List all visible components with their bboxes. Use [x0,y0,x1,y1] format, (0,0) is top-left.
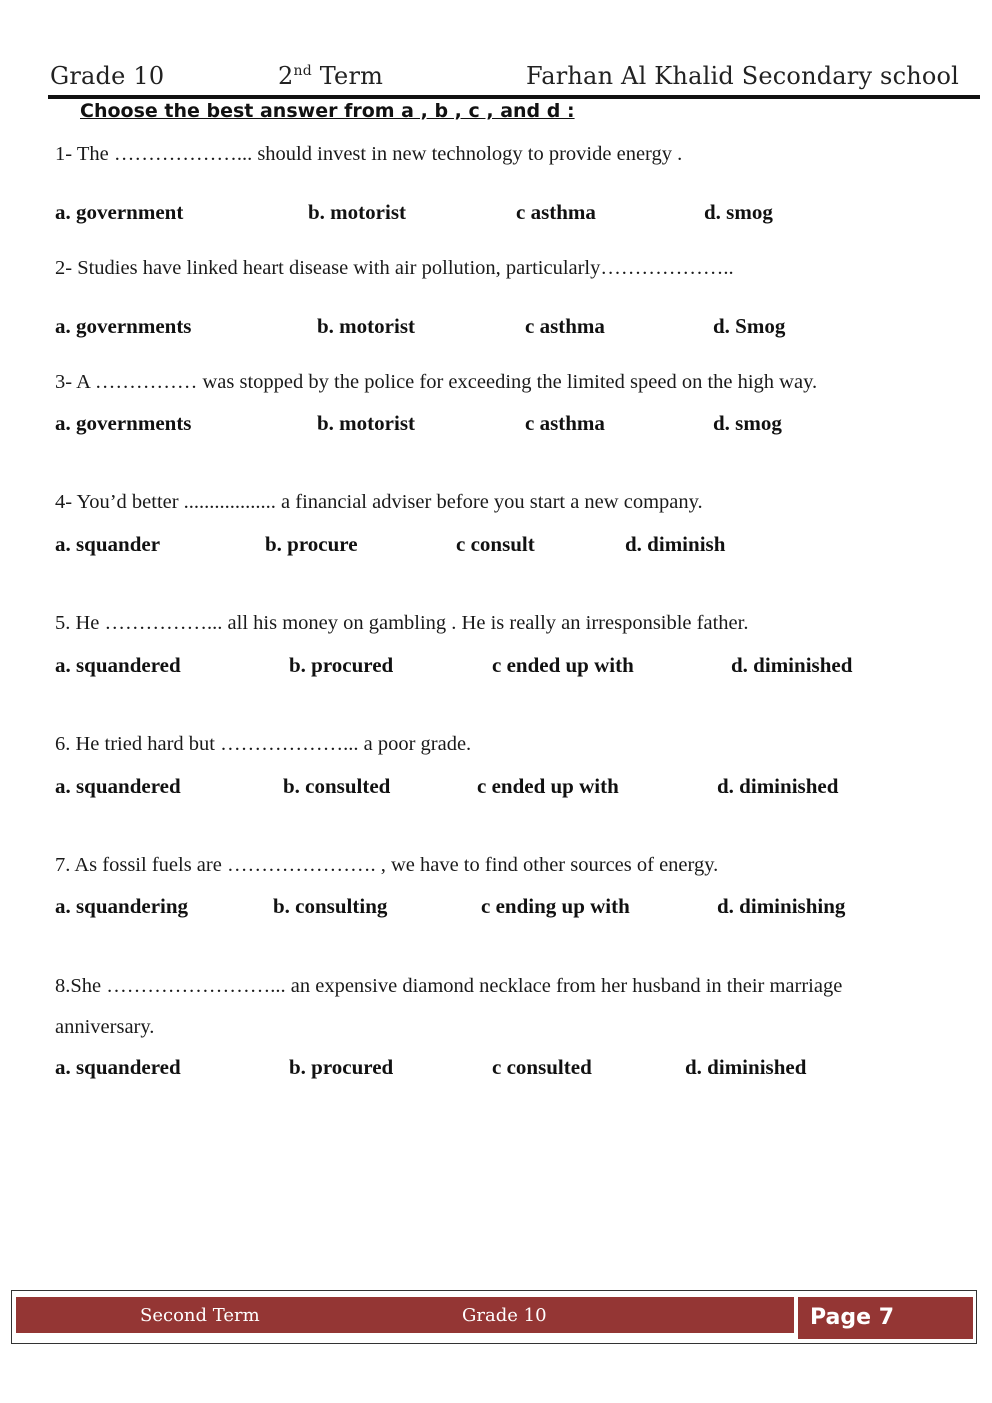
question-8-option-b: b. procured [289,1055,394,1079]
question-4-option-d: d. diminish [625,532,726,556]
question-6-option-d: d. diminished [717,774,839,798]
question-3-option-a: a. governments [55,411,192,435]
question-8-option-c: c consulted [492,1055,592,1079]
footer-page-box [798,1297,973,1339]
question-6-text: 6. He tried hard but ………………... a poor grade. [55,733,472,755]
question-5-option-a: a. squandered [55,653,181,677]
question-5-option-c: c ended up with [492,653,634,677]
question-2-option-a: a. governments [55,314,192,338]
term-number: 2 [278,62,294,90]
question-7-option-b: b. consulting [273,894,388,918]
question-7-text: 7. As fossil fuels are …………………. , we have to find other sources of energy. [55,854,719,876]
term-word: Term [311,62,384,90]
question-1-option-b: b. motorist [308,200,406,224]
question-7-option-a: a. squandering [55,894,189,918]
question-1-option-d: d. smog [704,200,773,224]
question-1-option-c: c asthma [516,200,596,224]
question-2-option-c: c asthma [525,314,605,338]
question-6-option-b: b. consulted [283,774,391,798]
question-2-option-d: d. Smog [713,314,786,338]
question-5-option-d: d. diminished [731,653,853,677]
question-2-option-b: b. motorist [317,314,415,338]
question-3-option-d: d. smog [713,411,782,435]
question-3-option-c: c asthma [525,411,605,435]
footer-bar [16,1297,794,1333]
question-7-option-d: d. diminishing [717,894,846,918]
footer-term: Second Term [140,1305,260,1326]
question-1-text: 1- The ………………... should invest in new technology to provide energy . [55,143,683,165]
term-suffix: nd [293,63,312,79]
question-5-text: 5. He ……………... all his money on gambling . He is really an irresponsible father. [55,612,749,634]
footer-grade: Grade 10 [462,1305,547,1326]
question-6-option-c: c ended up with [477,774,619,798]
question-2-text: 2- Studies have linked heart disease with air pollution, particularly……………….. [55,257,734,279]
question-4-option-a: a. squander [55,532,161,556]
header-divider [48,95,980,99]
page-number: Page 7 [810,1305,895,1330]
question-8-option-a: a. squandered [55,1055,181,1079]
question-5-option-b: b. procured [289,653,394,677]
question-7-option-c: c ending up with [481,894,630,918]
header-school: Farhan Al Khalid Secondary school [526,62,960,90]
page-header [50,62,980,96]
question-4-option-b: b. procure [265,532,358,556]
question-1-option-a: a. government [55,200,184,224]
question-4-option-c: c consult [456,532,535,556]
question-6-option-a: a. squandered [55,774,181,798]
question-4-text: 4- You’d better .................. a financial adviser before you start a new company. [55,491,703,513]
question-8-option-d: d. diminished [685,1055,807,1079]
question-8-text: 8.She ……………………... an expensive diamond necklace from her husband in their marriage anniversary. [55,975,843,1038]
header-term [278,62,383,90]
instruction-heading: Choose the best answer from a , b , c , and d : [80,100,575,122]
question-3-text: 3- A …………… was stopped by the police for exceeding the limited speed on the high way. [55,371,818,393]
header-grade: Grade 10 [50,62,165,90]
question-3-option-b: b. motorist [317,411,415,435]
